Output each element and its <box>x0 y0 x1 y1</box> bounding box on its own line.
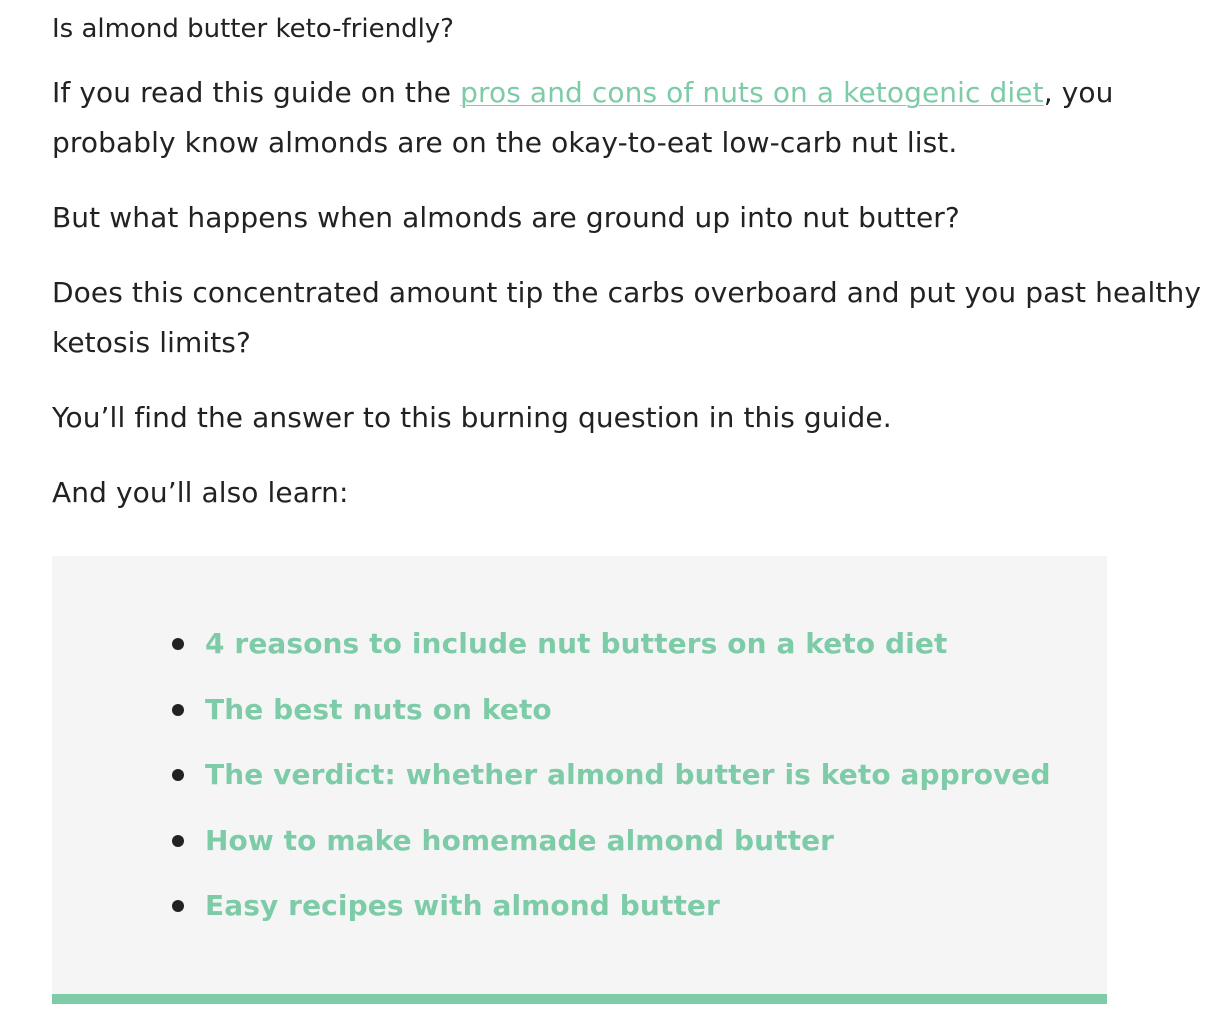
toc-link-recipes[interactable]: Easy recipes with almond butter <box>205 889 720 922</box>
bullet-icon <box>172 900 184 912</box>
table-of-contents <box>52 556 1107 1004</box>
bullet-icon <box>172 638 184 650</box>
toc-link-verdict[interactable]: The verdict: whether almond butter is keto approved <box>205 758 1051 791</box>
paragraph-carbs-question: Does this concentrated amount tip the carbs overboard and put you past healthy ketosis limits? <box>52 276 1202 359</box>
intro-text-before-link: If you read this guide on the <box>52 76 461 109</box>
article-body <box>52 0 1202 518</box>
toc-link-homemade[interactable]: How to make homemade almond butter <box>205 823 835 857</box>
paragraph-answer-in-guide: You’ll find the answer to this burning question in this guide. <box>52 401 892 434</box>
paragraph-almond-butter-question: But what happens when almonds are ground up into nut butter? <box>52 201 960 234</box>
toc-link-reasons[interactable]: 4 reasons to include nut butters on a keto diet <box>205 627 948 660</box>
intro-paragraph <box>52 68 1202 168</box>
bullet-icon <box>172 835 184 847</box>
nuts-guide-link[interactable]: pros and cons of nuts on a ketogenic diet <box>460 76 1044 109</box>
intro-text-after-link: , you probably know almonds are on the okay-to-eat low-carb nut list. <box>52 76 1114 159</box>
bullet-icon <box>172 769 184 781</box>
paragraph-also-learn: And you’ll also learn: <box>52 476 349 509</box>
article-subtitle: Is almond butter keto-friendly? <box>52 14 454 44</box>
bullet-icon <box>172 704 184 716</box>
toc-link-best-nuts[interactable]: The best nuts on keto <box>205 692 552 726</box>
